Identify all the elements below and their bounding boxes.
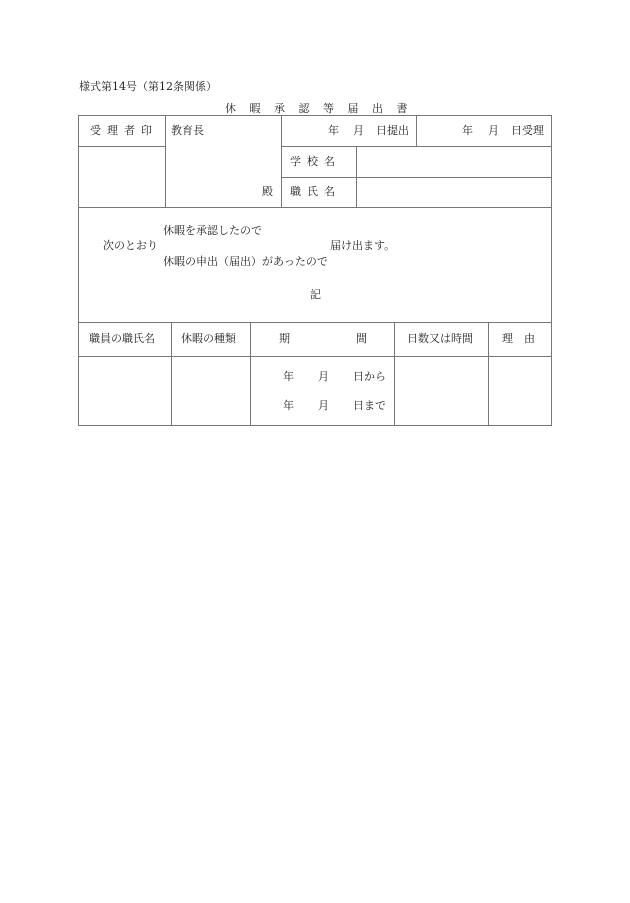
period-to-year: 年 xyxy=(283,399,294,412)
col-header-leave-type: 休暇の種類 xyxy=(181,332,236,345)
period-cell[interactable] xyxy=(251,357,394,425)
receiver-seal-label: 受理者印 xyxy=(90,124,158,137)
col-header-staff-name: 職員の職氏名 xyxy=(89,332,155,345)
submitted-year: 年 xyxy=(328,124,339,137)
addressee: 教育長 xyxy=(171,124,204,137)
col-divider xyxy=(165,115,166,207)
statement-option-approved: 休暇を承認したので xyxy=(163,224,262,237)
period-to-month: 月 xyxy=(318,399,329,412)
received-day: 日受理 xyxy=(511,124,544,137)
staff-name-cell[interactable] xyxy=(79,357,171,425)
school-name-label: 学校名 xyxy=(290,155,341,168)
position-name-input[interactable] xyxy=(357,178,551,207)
reason-cell[interactable] xyxy=(489,357,551,425)
honorific: 殿 xyxy=(262,185,273,198)
table-right-border xyxy=(551,115,552,426)
submitted-day: 日提出 xyxy=(376,124,409,137)
section-divider xyxy=(78,207,552,208)
col-header-reason: 理 由 xyxy=(502,332,535,345)
ki-label: 記 xyxy=(310,288,321,301)
received-year: 年 xyxy=(462,124,473,137)
period-from-day: 日から xyxy=(353,370,386,383)
period-from-month: 月 xyxy=(318,370,329,383)
table-bottom-border xyxy=(78,425,552,426)
receiver-seal-box[interactable] xyxy=(79,147,165,207)
statement-suffix: 届け出ます。 xyxy=(330,239,396,252)
col-header-period-a: 期 xyxy=(279,332,290,345)
submitted-month: 月 xyxy=(353,124,364,137)
page-title: 休暇承認等届出書 xyxy=(225,102,421,115)
section-divider xyxy=(78,322,552,323)
period-from-year: 年 xyxy=(283,370,294,383)
days-hours-cell[interactable] xyxy=(395,357,488,425)
period-to-day: 日まで xyxy=(353,399,386,412)
statement-prefix: 次のとおり xyxy=(103,239,158,252)
statement-option-requested: 休暇の申出（届出）があったので xyxy=(163,255,328,268)
position-name-label: 職氏名 xyxy=(290,185,341,198)
form-label: 様式第14号（第12条関係） xyxy=(79,80,217,93)
col-header-days-hours: 日数又は時間 xyxy=(407,332,473,345)
received-month: 月 xyxy=(488,124,499,137)
leave-type-cell[interactable] xyxy=(172,357,250,425)
school-name-input[interactable] xyxy=(357,147,551,177)
col-header-period-b: 間 xyxy=(356,332,367,345)
